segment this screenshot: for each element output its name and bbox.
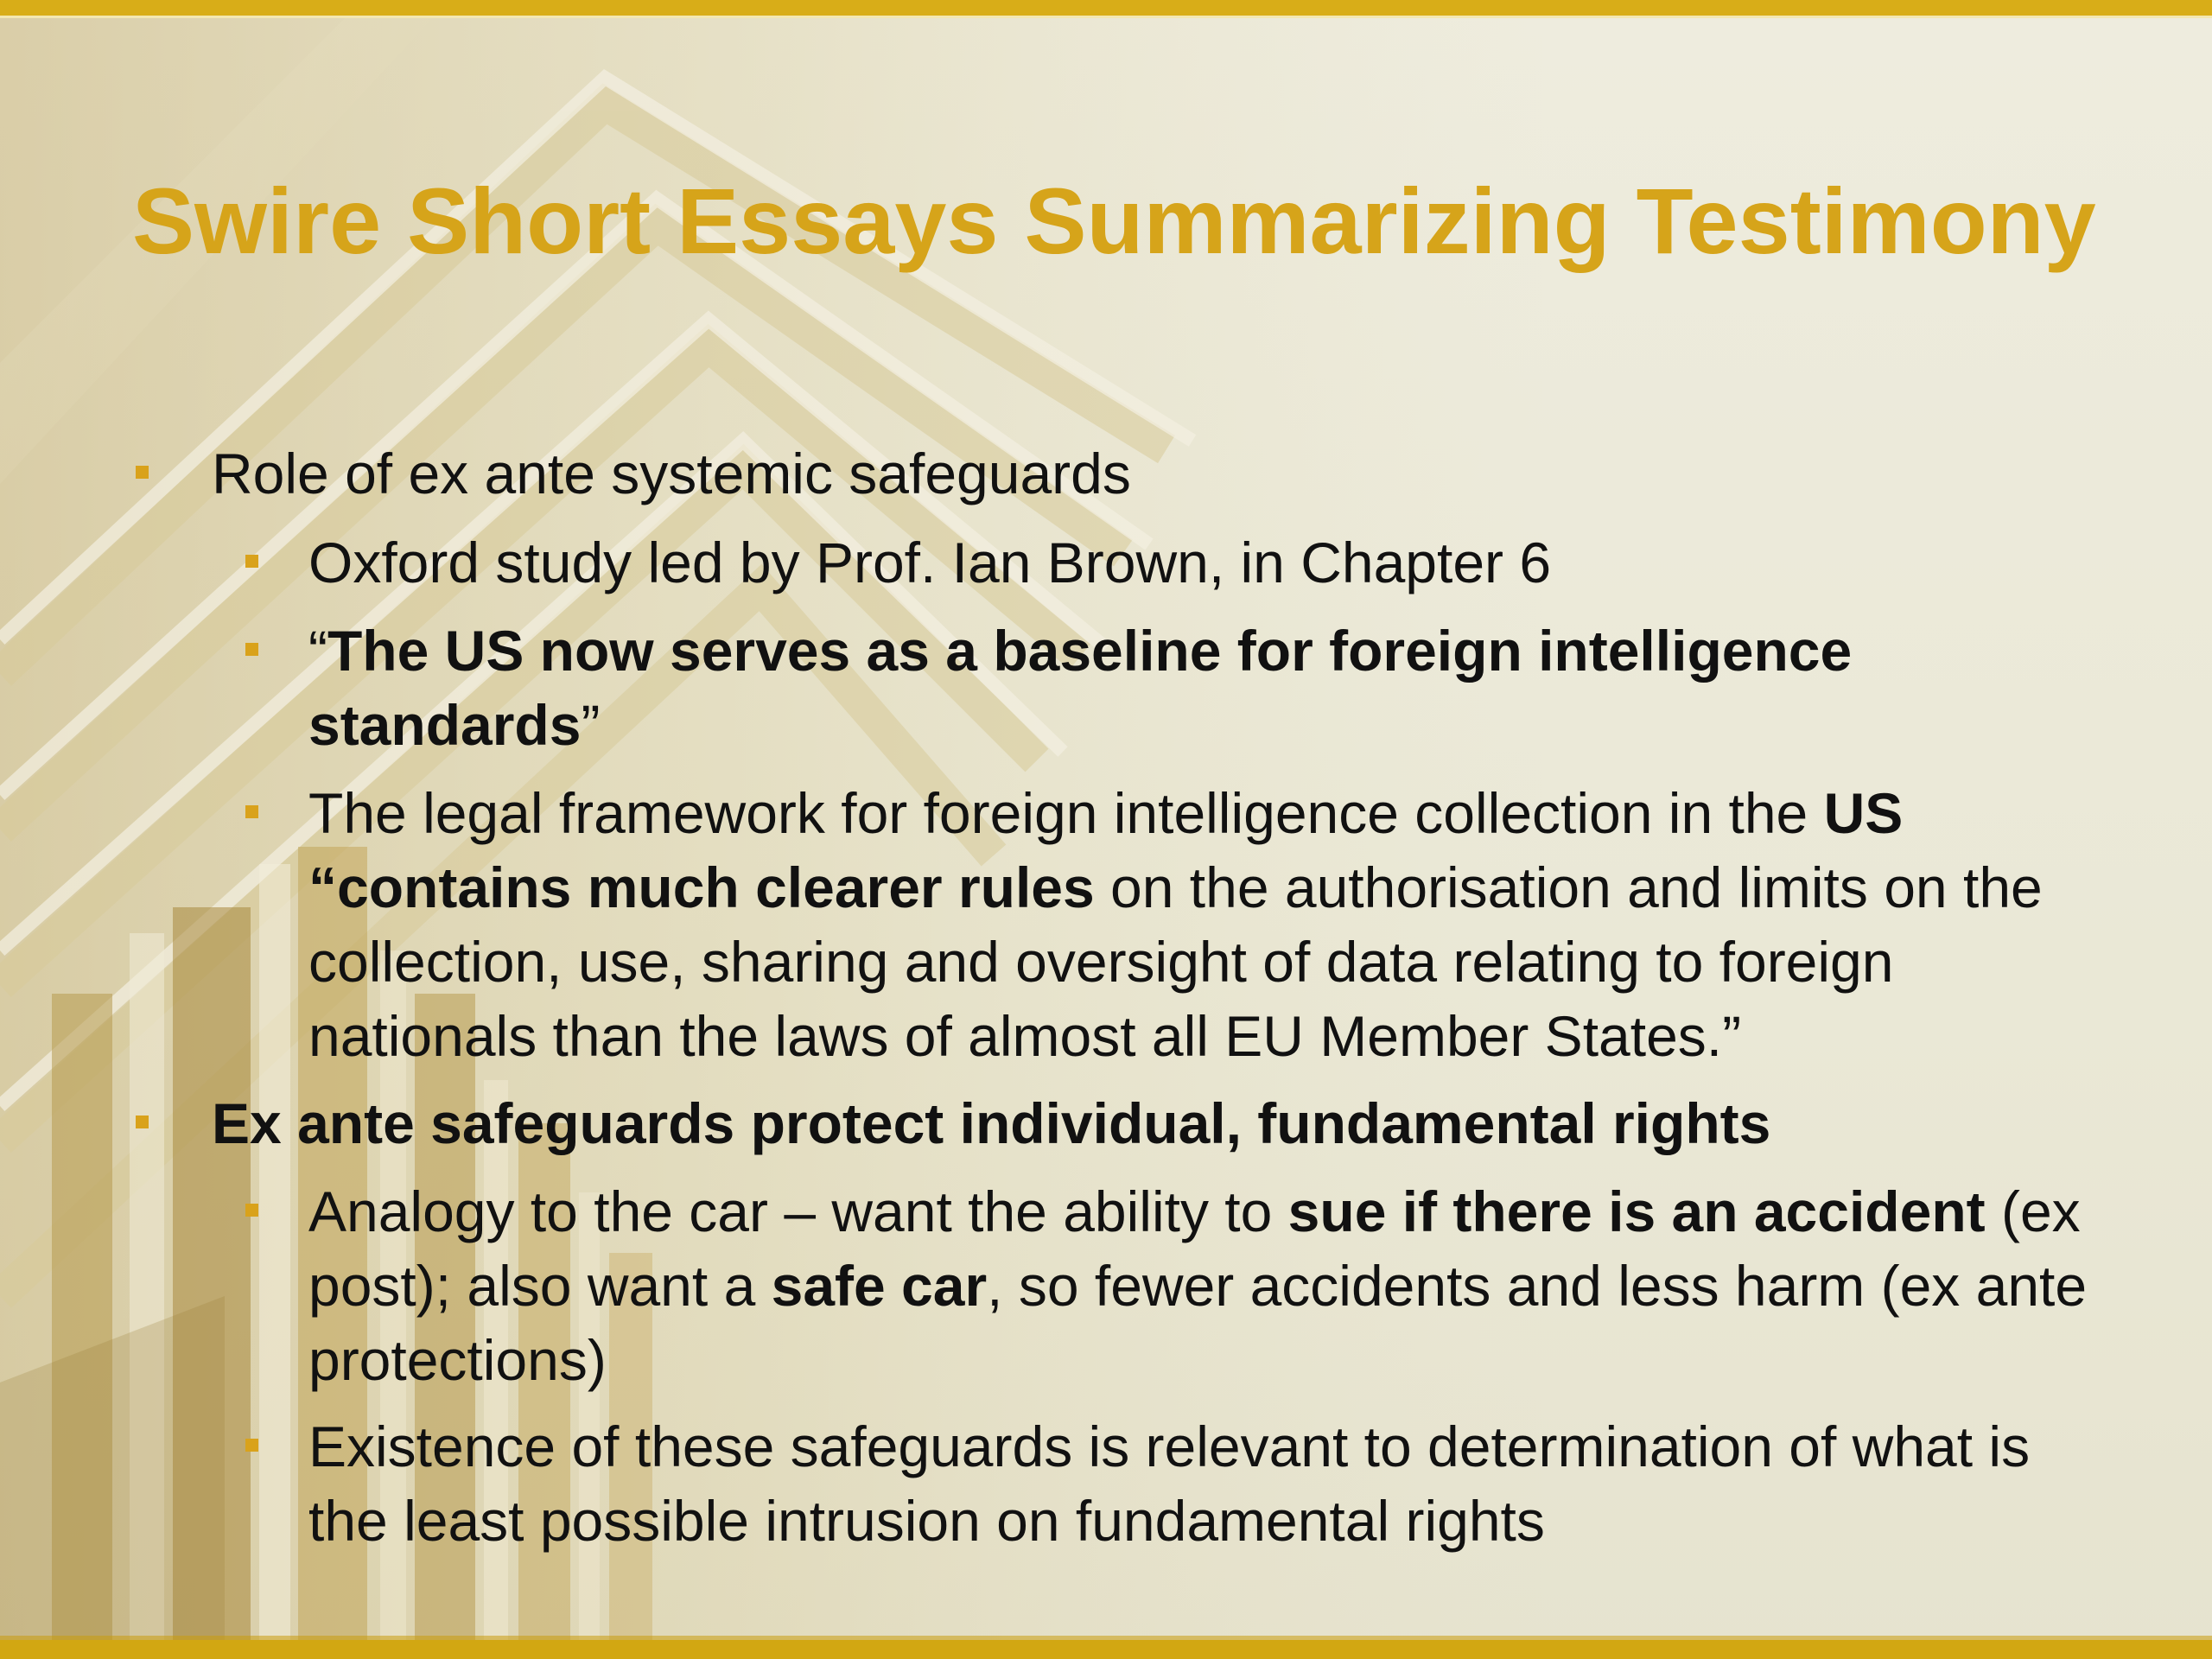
sub-bullet-marker	[245, 1439, 258, 1452]
bullet-text: Existence of these safeguards is relevant to determination of what is the least possible intrusion on fundamental rights	[308, 1414, 2031, 1553]
bold-text-part: US “contains much clearer rules	[308, 781, 1904, 919]
sub-bullet-car-analogy	[308, 1174, 2088, 1397]
bold-text-part: sue if there is an accident	[1287, 1179, 1986, 1243]
bold-quote-text: The US now serves as a baseline for foreign intelligence standards	[308, 619, 1853, 757]
bullet-text: Ex ante safeguards protect individual, fundamental rights	[212, 1091, 1771, 1155]
close-quote: ”	[581, 693, 601, 757]
bold-text-part: safe car	[771, 1254, 988, 1318]
bullet-safeguards-protect-rights	[212, 1086, 2156, 1160]
bullet-text-part: on the authorisation and limits on the collection, use, sharing and oversight of data relating to foreign nationals than the laws of almost all EU Member States.”	[308, 855, 2043, 1068]
sub-bullet-baseline-quote	[308, 613, 2088, 762]
sub-bullet-marker	[245, 555, 258, 568]
bullet-role-of-safeguards	[212, 436, 2156, 511]
bullet-text-part: Analogy to the car – want the ability to	[308, 1179, 1288, 1243]
sub-bullet-oxford-study	[308, 525, 2088, 600]
sub-bullet-marker	[245, 805, 258, 818]
bullet-text: Role of ex ante systemic safeguards	[212, 442, 1131, 505]
bullet-marker	[136, 466, 149, 479]
slide-title: Swire Short Essays Summarizing Testimony	[132, 168, 2096, 273]
sub-bullet-least-intrusion	[308, 1409, 2088, 1558]
bullet-text: Oxford study led by Prof. Ian Brown, in Chapter 6	[308, 531, 1552, 594]
open-quote: “	[308, 619, 327, 683]
bullet-text-part: (ex post); also want a	[308, 1179, 2081, 1318]
bullet-text-part: The legal framework for foreign intelligence collection in the	[308, 781, 1824, 845]
bullet-marker	[136, 1116, 149, 1128]
sub-bullet-marker	[245, 1204, 258, 1217]
sub-bullet-legal-framework	[308, 776, 2088, 1073]
sub-bullet-marker	[245, 643, 258, 656]
bullet-text-part: , so fewer accidents and less harm (ex ante protections)	[308, 1254, 2088, 1392]
